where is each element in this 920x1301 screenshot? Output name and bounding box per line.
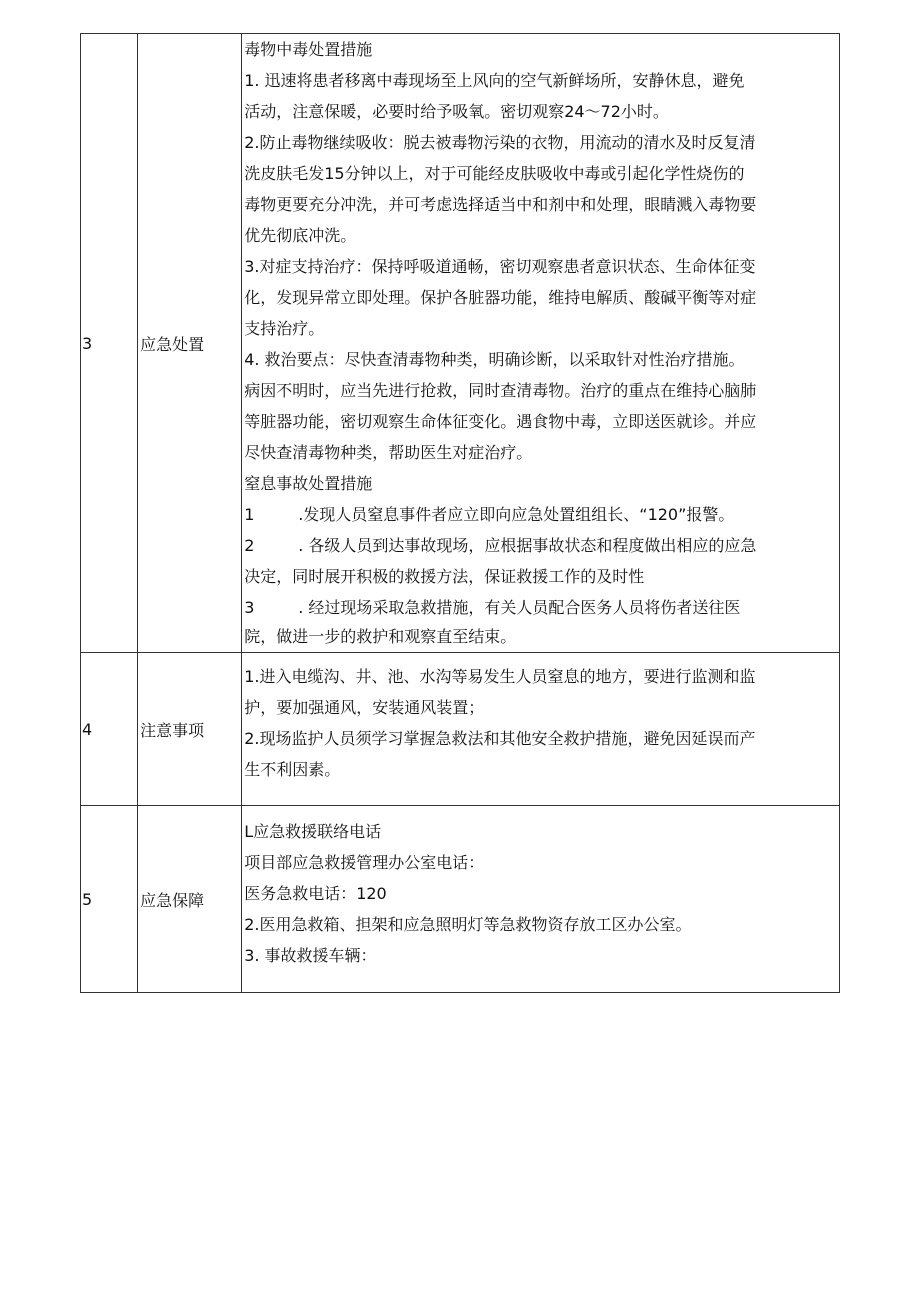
content-line: 病因不明时，应当先进行抢救，同时查清毒物。治疗的重点在维持心脑肺 bbox=[244, 381, 757, 400]
list-item bbox=[244, 499, 837, 530]
list-item-number: 3 bbox=[244, 598, 255, 617]
table-row bbox=[81, 653, 840, 806]
list-item-text: .发现人员窒息事件者应立即向应急处置组组长、“120”报警。 bbox=[298, 505, 735, 524]
row-item-title: 应急处置 bbox=[138, 34, 242, 653]
section-title-suffocation: 窒息事故处置措施 bbox=[244, 474, 373, 493]
list-item bbox=[244, 592, 837, 623]
list-item-continuation: 决定，同时展开积极的救援方法，保证救援工作的及时性 bbox=[244, 567, 645, 586]
row-number: 4 bbox=[81, 653, 138, 806]
content-clip bbox=[244, 34, 837, 652]
content-line: 洗皮肤毛发15分钟以上，对于可能经皮肤吸收中毒或引起化学性烧伤的 bbox=[244, 164, 745, 183]
content-line: 1. 迅速将患者移离中毒现场至上风向的空气新鲜场所，安静休息，避免 bbox=[244, 71, 745, 90]
row-content bbox=[242, 34, 840, 653]
content-line: 医务急救电话：120 bbox=[244, 884, 387, 903]
content-line: 3.对症支持治疗：保持呼吸道通畅，密切观察患者意识状态、生命体征变 bbox=[244, 257, 756, 276]
content-line: 优先彻底冲洗。 bbox=[244, 226, 357, 245]
content-line: 支持治疗。 bbox=[244, 319, 325, 338]
table-row bbox=[81, 34, 840, 653]
content-line: 4. 救治要点：尽快查清毒物种类，明确诊断，以采取针对性治疗措施。 bbox=[244, 350, 745, 369]
content-line: 尽快查清毒物种类，帮助医生对症治疗。 bbox=[244, 443, 533, 462]
emergency-table bbox=[80, 33, 840, 993]
list-item bbox=[244, 530, 837, 561]
list-item-text: . 各级人员到达事故现场，应根据事故状态和程度做出相应的应急 bbox=[298, 536, 757, 555]
content-line: 活动，注意保暖，必要时给予吸氧。密切观察24～72小时。 bbox=[244, 102, 669, 121]
content-line: 1.进入电缆沟、井、池、水沟等易发生人员窒息的地方，要进行监测和监 bbox=[244, 667, 756, 686]
content-line: 护，要加强通风，安装通风装置； bbox=[244, 698, 485, 717]
list-item-number: 1 bbox=[244, 505, 255, 524]
content-line: 等脏器功能，密切观察生命体征变化。遇食物中毒，立即送医就诊。并应 bbox=[244, 412, 757, 431]
list-item-continuation: 院，做进一步的救护和观察直至结束。 bbox=[244, 627, 517, 646]
content-line: 3. 事故救援车辆： bbox=[244, 946, 377, 965]
content-line: 化，发现异常立即处理。保护各脏器功能，维持电解质、酸碱平衡等对症 bbox=[244, 288, 757, 307]
table-row bbox=[81, 806, 840, 993]
row-item-title: 注意事项 bbox=[138, 653, 242, 806]
content-line: 2.医用急救箱、担架和应急照明灯等急救物资存放工区办公室。 bbox=[244, 915, 692, 934]
content-line: L应急救援联络电话 bbox=[244, 822, 382, 841]
row-number: 3 bbox=[81, 34, 138, 653]
list-item-text: . 经过现场采取急救措施，有关人员配合医务人员将伤者送往医 bbox=[298, 598, 741, 617]
content-line: 2.现场监护人员须学习掌握急救法和其他安全救护措施，避免因延误而产 bbox=[244, 729, 756, 748]
content-line: 毒物更要充分冲洗，并可考虑选择适当中和剂中和处理，眼睛溅入毒物要 bbox=[244, 195, 757, 214]
content-line: 项目部应急救援管理办公室电话： bbox=[244, 853, 485, 872]
list-item-number: 2 bbox=[244, 536, 255, 555]
content-line: 2.防止毒物继续吸收：脱去被毒物污染的衣物，用流动的清水及时反复清 bbox=[244, 133, 756, 152]
row-item-title: 应急保障 bbox=[138, 806, 242, 993]
row-content bbox=[242, 806, 840, 993]
content-line: 生不利因素。 bbox=[244, 760, 341, 779]
row-content bbox=[242, 653, 840, 806]
section-title-poison: 毒物中毒处置措施 bbox=[244, 40, 373, 59]
row-number: 5 bbox=[81, 806, 138, 993]
